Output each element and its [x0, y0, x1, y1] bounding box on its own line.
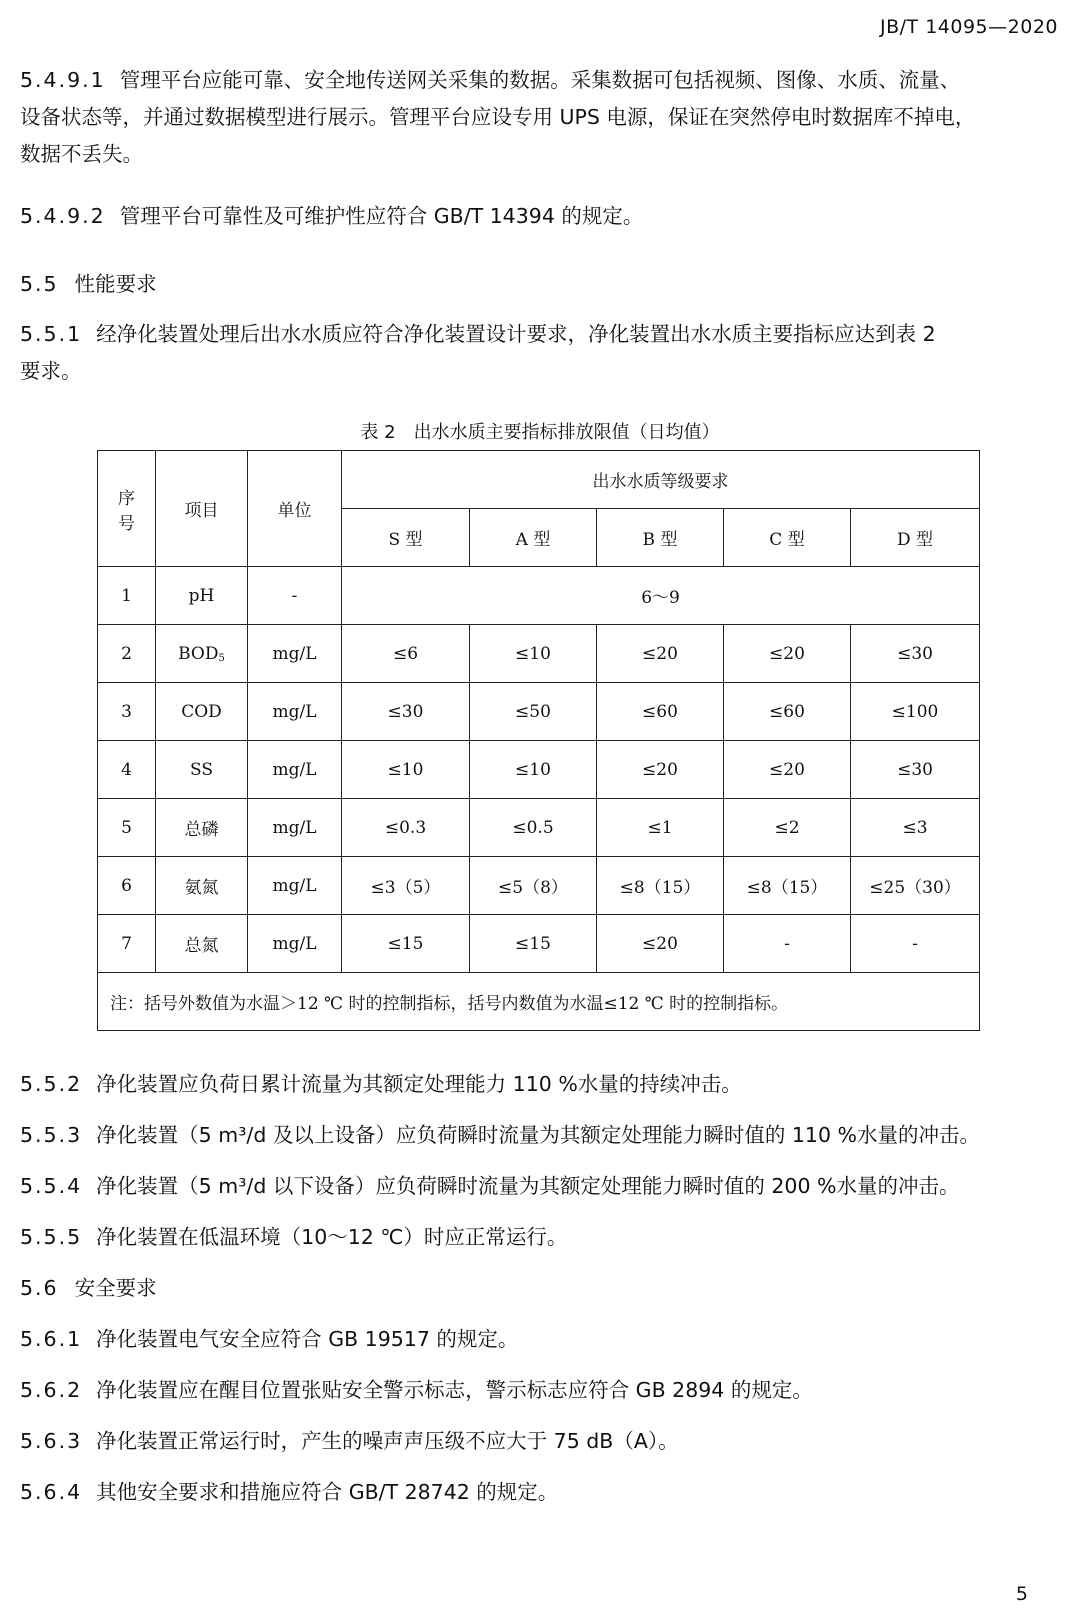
table-caption: 表 2 出水水质主要指标排放限值（日均值） [360, 422, 720, 443]
cell-value: ≤10 [342, 741, 470, 799]
header-type: C 型 [724, 509, 851, 567]
cell-unit: mg/L [248, 915, 342, 973]
cell-value: ≤60 [597, 683, 724, 741]
table-row [98, 567, 980, 625]
table-row [98, 799, 980, 857]
clause-5-6-3 [20, 1423, 1065, 1460]
cell-value: ≤30 [851, 625, 980, 683]
cell-item: pH [156, 567, 248, 625]
clause-5-4-9-1 [20, 62, 1065, 173]
cell-value: ≤20 [597, 741, 724, 799]
cell-value: ≤60 [724, 683, 851, 741]
clause-text: 净化装置应负荷日累计流量为其额定处理能力 110 %水量的持续冲击。 [96, 1072, 742, 1096]
clause-number: 5.4.9.2 [20, 204, 106, 228]
header-type: B 型 [597, 509, 724, 567]
clause-5-5-2 [20, 1066, 1065, 1103]
header-type: D 型 [851, 509, 980, 567]
section-number: 5.6 [20, 1276, 59, 1300]
clause-number: 5.4.9.1 [20, 68, 106, 92]
clause-text: 净化装置应在醒目位置张贴安全警示标志，警示标志应符合 GB 2894 的规定。 [96, 1378, 813, 1402]
cell-value: ≤0.3 [342, 799, 470, 857]
cell-item: 总磷 [156, 799, 248, 857]
cell-unit: mg/L [248, 625, 342, 683]
cell-seq: 3 [98, 683, 156, 741]
clause-text-line: 设备状态等，并通过数据模型进行展示。管理平台应设专用 UPS 电源，保证在突然停电时数据库不掉电， [20, 105, 976, 129]
clause-number: 5.5.2 [20, 1072, 83, 1096]
cell-value: - [724, 915, 851, 973]
cell-seq: 5 [98, 799, 156, 857]
cell-value: ≤100 [851, 683, 980, 741]
clause-number: 5.6.4 [20, 1480, 83, 1504]
clause-5-6-4 [20, 1474, 1065, 1511]
clause-text: 管理平台可靠性及可维护性应符合 GB/T 14394 的规定。 [119, 204, 644, 228]
cell-value: ≤1 [597, 799, 724, 857]
cell-value: ≤25（30） [851, 857, 980, 915]
section-heading-5-6 [20, 1270, 157, 1307]
cell-unit: - [248, 567, 342, 625]
cell-value: 6～9 [342, 567, 980, 625]
table-header-row [98, 451, 980, 509]
clause-5-5-5 [20, 1219, 1065, 1256]
cell-seq: 6 [98, 857, 156, 915]
cell-item: $BOD_5$ [156, 625, 248, 683]
section-title: 安全要求 [74, 1276, 157, 1300]
cell-seq: 2 [98, 625, 156, 683]
cell-unit: mg/L [248, 683, 342, 741]
cell-value: ≤20 [724, 625, 851, 683]
standard-number: JB/T 14095—2020 [880, 16, 1058, 38]
clause-number: 5.6.2 [20, 1378, 83, 1402]
cell-value: ≤20 [597, 625, 724, 683]
cell-value: - [851, 915, 980, 973]
cell-value: ≤20 [597, 915, 724, 973]
header-type: A 型 [470, 509, 597, 567]
table-row [98, 625, 980, 683]
clause-5-5-4 [20, 1168, 1065, 1205]
table-row [98, 683, 980, 741]
header-type: S 型 [342, 509, 470, 567]
clause-text-line: 数据不丢失。 [20, 142, 143, 166]
cell-item: 氨氮 [156, 857, 248, 915]
cell-item: 总氮 [156, 915, 248, 973]
cell-value: ≤3（5） [342, 857, 470, 915]
cell-item: SS [156, 741, 248, 799]
clause-text-line: 要求。 [20, 359, 82, 383]
cell-seq: 4 [98, 741, 156, 799]
clause-text: 净化装置正常运行时，产生的噪声声压级不应大于 75 dB（A）。 [96, 1429, 679, 1453]
cell-seq: 7 [98, 915, 156, 973]
clause-5-4-9-2 [20, 198, 1065, 235]
cell-value: ≤10 [470, 741, 597, 799]
table-note: 注：括号外数值为水温＞12 ℃ 时的控制指标，括号内数值为水温≤12 ℃ 时的控制指标。 [98, 973, 980, 1031]
clause-5-6-2 [20, 1372, 1065, 1409]
cell-unit: mg/L [248, 741, 342, 799]
clause-text: 净化装置在低温环境（10～12 ℃）时应正常运行。 [96, 1225, 568, 1249]
cell-seq: 1 [98, 567, 156, 625]
water-quality-table [97, 450, 980, 1031]
clause-text: 净化装置（5 m³/d 及以上设备）应负荷瞬时流量为其额定处理能力瞬时值的 110 %水量的冲击。 [96, 1123, 980, 1147]
cell-value: ≤6 [342, 625, 470, 683]
clause-text-line: 管理平台应能可靠、安全地传送网关采集的数据。采集数据可包括视频、图像、水质、流量、 [119, 68, 961, 92]
clause-number: 5.5.5 [20, 1225, 83, 1249]
section-heading-5-5 [20, 266, 157, 303]
clause-number: 5.5.1 [20, 322, 83, 346]
clause-text-line: 经净化装置处理后出水水质应符合净化装置设计要求，净化装置出水水质主要指标应达到表 2 [96, 322, 936, 346]
table-note-row [98, 973, 980, 1031]
table-row [98, 741, 980, 799]
clause-5-5-1 [20, 316, 1065, 390]
table-row [98, 915, 980, 973]
cell-value: ≤3 [851, 799, 980, 857]
table-row [98, 857, 980, 915]
cell-unit: mg/L [248, 857, 342, 915]
cell-value: ≤2 [724, 799, 851, 857]
section-title: 性能要求 [74, 272, 157, 296]
clause-text: 净化装置（5 m³/d 以下设备）应负荷瞬时流量为其额定处理能力瞬时值的 200 %水量的冲击。 [96, 1174, 960, 1198]
header-grade-group: 出水水质等级要求 [342, 451, 980, 509]
cell-value: ≤15 [342, 915, 470, 973]
clause-5-6-1 [20, 1321, 1065, 1358]
cell-value: ≤20 [724, 741, 851, 799]
cell-value: ≤15 [470, 915, 597, 973]
cell-value: ≤30 [851, 741, 980, 799]
cell-item: COD [156, 683, 248, 741]
cell-value: ≤50 [470, 683, 597, 741]
section-number: 5.5 [20, 272, 59, 296]
cell-value: ≤10 [470, 625, 597, 683]
cell-unit: mg/L [248, 799, 342, 857]
cell-value: ≤30 [342, 683, 470, 741]
header-unit: 单位 [248, 451, 342, 567]
header-item: 项目 [156, 451, 248, 567]
clause-number: 5.6.1 [20, 1327, 83, 1351]
clause-5-5-3 [20, 1117, 1065, 1154]
header-seq: 序 号 [98, 451, 156, 567]
cell-value: ≤5（8） [470, 857, 597, 915]
clause-number: 5.6.3 [20, 1429, 83, 1453]
clause-number: 5.5.4 [20, 1174, 83, 1198]
clause-text: 其他安全要求和措施应符合 GB/T 28742 的规定。 [96, 1480, 559, 1504]
clause-text: 净化装置电气安全应符合 GB 19517 的规定。 [96, 1327, 519, 1351]
cell-value: ≤8（15） [724, 857, 851, 915]
page-number: 5 [1015, 1583, 1028, 1605]
cell-value: ≤8（15） [597, 857, 724, 915]
clause-number: 5.5.3 [20, 1123, 83, 1147]
cell-value: ≤0.5 [470, 799, 597, 857]
